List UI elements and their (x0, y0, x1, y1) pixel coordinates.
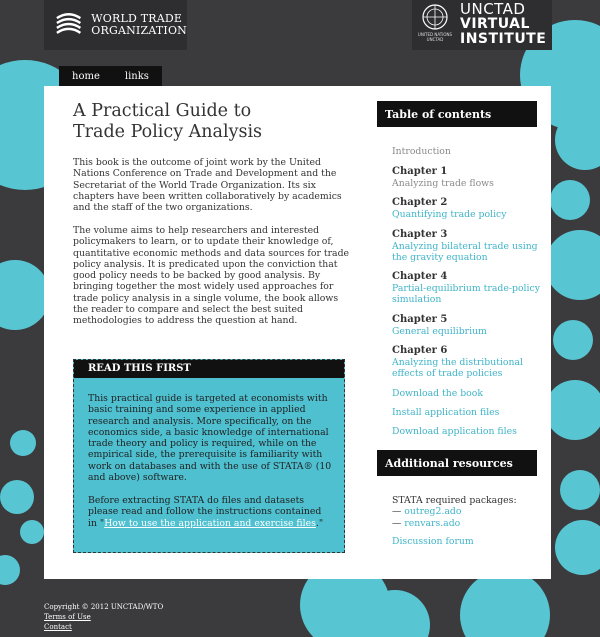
chapter-link[interactable]: Quantifying trade policy (392, 209, 507, 221)
bubble (10, 430, 36, 456)
download-book-link[interactable]: Download the book (392, 387, 483, 399)
nav-home-link[interactable]: home (72, 70, 100, 82)
nav-links-link[interactable]: links (124, 70, 149, 82)
wto-emblem-icon (52, 8, 85, 42)
toc-chapter-1 (392, 166, 542, 189)
chapter-link[interactable]: Partial-equilibrium trade-policy simulation (392, 283, 540, 306)
chapter-link[interactable]: General equilibrium (392, 325, 487, 337)
outreg2-link[interactable]: outreg2.ado (404, 506, 462, 518)
read-this-first-text: This practical guide is targeted at economists with basic training and some experience in applied research and analysis. More specifically, on the economics side, a basic knowledge of international trade theory and policy is required, while on the empirical side, the prerequisite is familiarity with work on databases and with the use of STATA® (10 and above) software. (88, 393, 332, 484)
footer (44, 602, 163, 632)
instructions-text-after: ." (315, 517, 324, 529)
bubble (560, 470, 600, 510)
download-application-files-link[interactable]: Download application files (392, 426, 517, 438)
intro-paragraph-1: This book is the outcome of joint work by the United Nations Conference on Trade and Development and the Secretariat of the World Trade Organization. Its six chapters have been written collaboratively by academics and the staff of the two organizations. (73, 157, 342, 214)
wto-logo-line1: WORLD TRADE (91, 12, 183, 25)
un-emblem (416, 2, 454, 42)
package-item (392, 518, 542, 529)
copyright-text: Copyright © 2012 UNCTAD/WTO (44, 603, 164, 611)
chapter-label: Chapter 2 (392, 197, 448, 209)
toc-chapter-4 (392, 271, 542, 306)
additional-resources-heading: Additional resources (377, 450, 537, 476)
chapter-title: Analyzing trade flows (392, 178, 494, 189)
additional-resources (392, 495, 542, 547)
top-nav (59, 66, 162, 86)
renvars-link[interactable]: renvars.ado (404, 517, 461, 529)
bubble (20, 520, 44, 544)
contact-link[interactable]: Contact (44, 623, 72, 631)
vi-line3: INSTITUTE (460, 31, 547, 47)
chapter-link[interactable]: Analyzing the distributional effects of trade policies (392, 357, 524, 380)
read-this-first-box (73, 359, 345, 553)
bubble (553, 320, 593, 360)
toc-introduction-link[interactable]: Introduction (392, 146, 451, 157)
bubble (545, 230, 600, 300)
package-dash: — (392, 517, 405, 529)
bubble (0, 555, 20, 585)
page-title-line2: Trade Policy Analysis (73, 122, 263, 142)
page-title (73, 101, 373, 143)
toc-chapter-3 (392, 229, 542, 264)
wto-logo[interactable] (44, 0, 187, 50)
chapter-link[interactable]: Analyzing bilateral trade using the gravity equation (392, 240, 538, 263)
vi-logo-text (460, 2, 546, 47)
unctad-vi-logo[interactable] (412, 0, 552, 50)
un-small-line1: UNITED NATIONS (417, 32, 453, 37)
read-this-first-instructions (88, 495, 332, 529)
vi-line2: VIRTUAL (460, 16, 530, 32)
bubble (555, 520, 600, 575)
install-application-files-link[interactable]: Install application files (392, 406, 500, 418)
chapter-label: Chapter 6 (392, 345, 448, 357)
instructions-text-before: Before extracting STATA do files and datasets please read and follow the instructions contained in " (88, 495, 322, 529)
table-of-contents (392, 146, 542, 446)
wto-logo-text (91, 13, 187, 37)
un-small-line2: UNCTAD (426, 37, 444, 42)
how-to-use-link[interactable]: How to use the application and exercise files (104, 517, 316, 529)
chapter-label: Chapter 3 (392, 228, 448, 240)
discussion-forum-link[interactable]: Discussion forum (392, 535, 474, 547)
bubble (555, 110, 600, 170)
chapter-label: Chapter 5 (392, 313, 448, 325)
bubble (545, 380, 600, 440)
toc-chapter-2 (392, 197, 542, 220)
bubble (460, 570, 550, 637)
un-emblem-icon (420, 2, 450, 32)
bubble (0, 260, 50, 330)
main-panel (44, 86, 551, 579)
vi-line1: UNCTAD (460, 0, 526, 18)
toc-chapter-5 (392, 314, 542, 337)
read-this-first-heading: READ THIS FIRST (74, 360, 344, 378)
chapter-label: Chapter 1 (392, 166, 448, 177)
toc-chapter-6 (392, 345, 542, 380)
package-dash: — (392, 506, 405, 518)
stata-packages-label: STATA required packages: (392, 495, 517, 506)
chapter-label: Chapter 4 (392, 271, 448, 283)
terms-of-use-link[interactable]: Terms of Use (44, 613, 91, 621)
intro-paragraph-2: The volume aims to help researchers and interested policymakers to learn, or to update their knowledge of, quantitative economic methods and data sources for trade policy analysis. It is predicated upon the conviction that good policy needs to be backed by good analysis. By bringing together the most widely used approaches for trade policy analysis in a single volume, the book allows the reader to compare and select the best suited methodologies to address the question at hand. (73, 225, 350, 327)
wto-logo-line2: ORGANIZATION (91, 24, 187, 37)
package-item (392, 506, 542, 517)
page-title-line1: A Practical Guide to (73, 101, 252, 121)
bubble (0, 480, 34, 514)
bubble (550, 180, 590, 220)
toc-heading: Table of contents (377, 101, 537, 127)
